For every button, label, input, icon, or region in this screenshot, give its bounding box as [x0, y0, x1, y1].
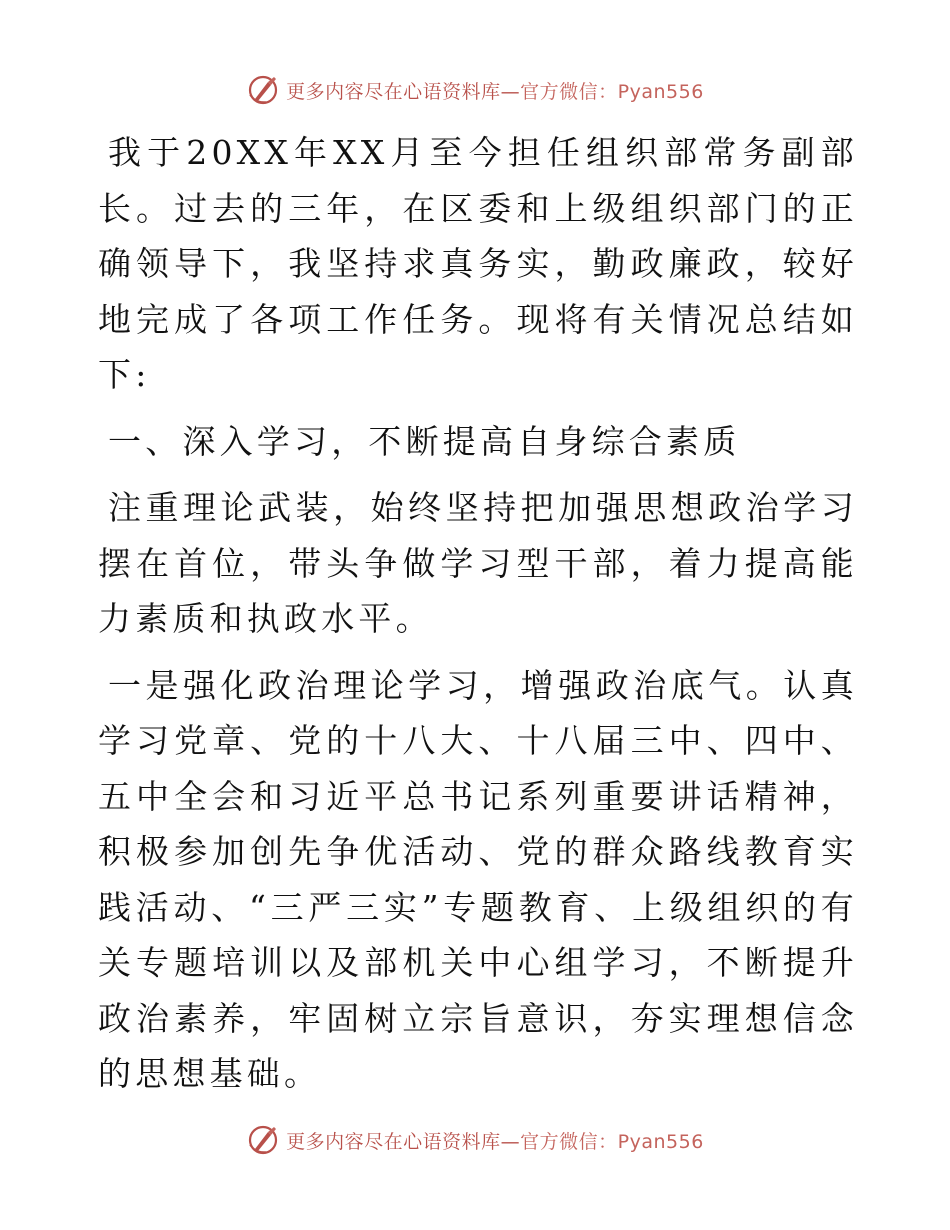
paragraph-political-study: 一是强化政治理论学习，增强政治底气。认真学习党章、党的十八大、十八届三中、四中、五中全会和习近平总书记系列重要讲话精神，积极参加创先争优活动、党的群众路线教育实践活动、“三严三实”专题教育、上级组织的有关专题培训以及部机关中心组学习，不断提升政治素养，牢固树立宗旨意识，夯实理想信念的思想基础。: [98, 665, 858, 1093]
banner-separator: —: [500, 80, 521, 103]
document-body: [98, 125, 858, 1113]
paragraph-intro: 我于20XX年XX月至今担任组织部常务副部长。过去的三年，在区委和上级组织部门的正确领导下，我坚持求真务实，勤政廉政，较好地完成了各项工作任务。现将有关情况总结如下:: [98, 133, 858, 394]
quill-pen-logo-icon: [246, 1123, 280, 1157]
footer-banner: [0, 1120, 950, 1160]
quill-pen-logo-icon: [246, 73, 280, 107]
section-heading: 一、深入学习，不断提高自身综合素质: [108, 421, 741, 461]
banner-contact-text: 官方微信：Pyan556: [520, 80, 704, 103]
footer-banner-text: [286, 1127, 704, 1154]
banner-separator: —: [500, 1130, 521, 1153]
header-banner-text: [286, 77, 704, 104]
banner-contact-text: 官方微信：Pyan556: [520, 1130, 704, 1153]
paragraph-theory: 注重理论武装，始终坚持把加强思想政治学习摆在首位，带头争做学习型干部，着力提高能力素质和执政水平。: [98, 488, 858, 638]
banner-site-text: 更多内容尽在心语资料库: [286, 80, 501, 103]
banner-site-text: 更多内容尽在心语资料库: [286, 1130, 501, 1153]
header-banner: [0, 70, 950, 110]
